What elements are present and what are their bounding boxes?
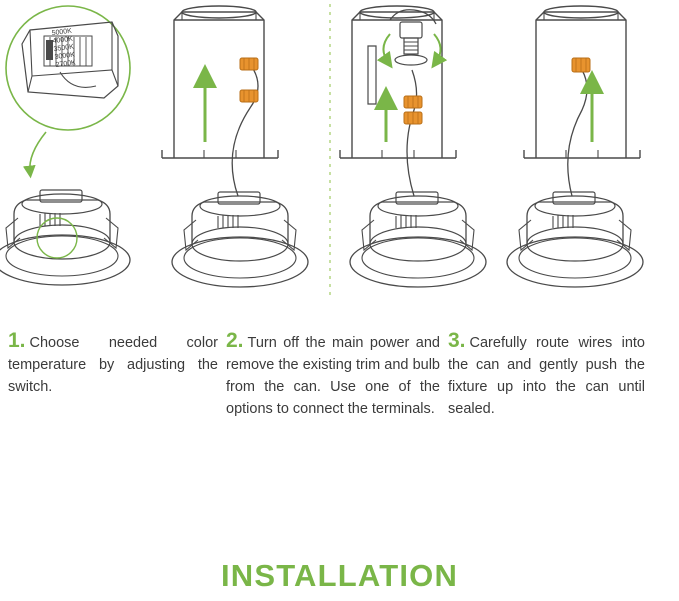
footer-title: INSTALLATION bbox=[220, 558, 459, 593]
wire-connector-3b bbox=[404, 112, 422, 124]
step-2-text-block bbox=[226, 330, 440, 420]
figure-4-push-fixture-up bbox=[507, 6, 643, 287]
step-3-number: 3. bbox=[448, 329, 466, 352]
mounting-bar-3 bbox=[368, 46, 376, 104]
switch-label-5000k: 5000K bbox=[51, 27, 73, 38]
step-2-text: Turn off the main power and remove the existing trim and bulb from the can. Use one of the options to connect the terminals. bbox=[226, 335, 440, 418]
wire-2 bbox=[232, 64, 258, 196]
can-housing-2 bbox=[162, 6, 278, 158]
wire-connector-3a bbox=[404, 96, 422, 108]
switch-label-4000k: 4000K bbox=[52, 35, 74, 46]
figure-2-connect-terminals bbox=[162, 6, 308, 287]
figure-3-remove-bulb bbox=[340, 6, 486, 287]
switch-highlight-circle bbox=[37, 218, 77, 258]
can-housing-4 bbox=[524, 6, 640, 158]
wire-connector-4 bbox=[572, 58, 590, 72]
wire-connector-2b bbox=[240, 90, 258, 102]
wire-4 bbox=[568, 70, 587, 196]
downlight-fixture-2 bbox=[172, 192, 308, 287]
step-list bbox=[0, 330, 679, 420]
wire-3 bbox=[407, 70, 417, 196]
figure-1-color-temperature bbox=[0, 6, 130, 285]
downlight-fixture-4 bbox=[507, 192, 643, 287]
switch-label-3000k: 3000K bbox=[54, 51, 76, 61]
step-3-text: Carefully route wires into the can and gently push the fixture up into the can until sealed. bbox=[448, 335, 645, 418]
step-1-text: Choose needed color temperature by adjusting the switch. bbox=[8, 335, 218, 396]
wire-connector-2a bbox=[240, 58, 258, 70]
can-housing-3 bbox=[340, 6, 456, 158]
step-1-text-block bbox=[8, 330, 218, 398]
detail-circle-callout bbox=[6, 6, 130, 130]
rotation-arrow-left bbox=[383, 34, 390, 62]
step-item-3 bbox=[448, 330, 653, 420]
step-item-2 bbox=[226, 330, 448, 420]
switch-label-2700k: 2700K bbox=[55, 59, 77, 69]
downlight-fixture-3 bbox=[350, 192, 486, 287]
step-1-number: 1. bbox=[8, 329, 26, 352]
switch-label-3500k: 3500K bbox=[53, 43, 75, 54]
step-3-text-block bbox=[448, 330, 645, 420]
downlight-fixture-1 bbox=[0, 190, 130, 285]
step-2-number: 2. bbox=[226, 329, 244, 352]
step-item-1 bbox=[8, 330, 226, 420]
rotation-arrow-right bbox=[434, 34, 441, 62]
